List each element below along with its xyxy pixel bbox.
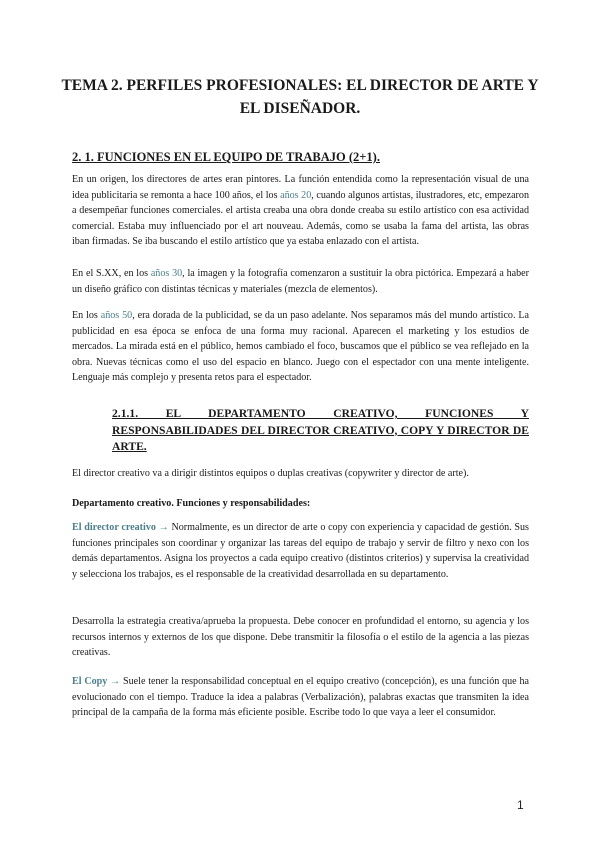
highlight-years-30: años 30 <box>150 268 183 279</box>
title-line-1: TEMA 2. PERFILES PROFESIONALES: EL DIRECTOR DE ARTE Y <box>61 77 539 94</box>
highlight-years-20: años 20 <box>280 189 312 201</box>
paragraph-director-intro: El director creativo va a dirigir distintos equipos o duplas creativas (copywriter y director de arte). <box>72 468 469 479</box>
department-heading: Departamento creativo. Funciones y responsabilidades: <box>72 498 311 509</box>
paragraph-text: Suele tener la responsabilidad conceptual en el equipo creativo (concepción), es una función que ha evolucionado con el tiempo. Traduce la idea a palabras (Verbalización), palabras exactas que transmiten la idea principal de la campaña de la forma más eficiente posible. Escribe todo lo que vaya a leer el consumidor. <box>72 676 529 719</box>
paragraph-50s <box>72 308 529 386</box>
highlight-years-50: años 50 <box>100 310 133 321</box>
paragraph-copy <box>72 674 529 721</box>
page-number: 1 <box>517 798 524 812</box>
paragraph-text: En los <box>72 310 101 321</box>
section-heading: 2. 1. FUNCIONES EN EL EQUIPO DE TRABAJO (2+1). <box>72 150 380 164</box>
term-creative-director: El director creativo → <box>72 522 169 533</box>
paragraph-strategy: Desarrolla la estrategia creativa/aprueba la propuesta. Debe conocer en profundidad el entorno, su agencia y los recursos internos y externos de los que dispone. Debe transmitir la filosofía o el estilo de la agencia a las piezas creativas. <box>72 616 529 659</box>
paragraph-30s <box>72 266 529 297</box>
title-line-2: EL DISEÑADOR. <box>239 100 361 117</box>
paragraph-text: En un origen, los directores de artes eran pintores. La función entendida como la representación visual de una idea publicitaria se remonta a hace 100 años, el los <box>72 174 529 201</box>
paragraph-text: , la imagen y la fotografía comenzaron a sustituir la obra pictórica. Empezará a haber un diseño gráfico con distintas técnicas y materiales (mezcla de elementos). <box>72 268 529 295</box>
paragraph-text: En el S.XX, en los <box>72 268 151 279</box>
paragraph-origins <box>72 172 529 250</box>
paragraph-text: , cuando algunos artistas, ilustradores, etc, empezaron a desempeñar funciones comerciales. el artista creaba una obra donde creaba su estilo artístico con esa actividad comercial. Estaba muy influenciado por el art nouveau. Además, como se usaba la fama del artista, las obras iban firmadas. Se iba buscando el estilo artístico que ya estaba enlazado con el artista. <box>72 189 530 248</box>
paragraph-text: , era dorada de la publicidad, se da un paso adelante. Nos separamos más del mundo artístico. La publicidad en esa época se enfoca de una forma muy racional. Aparecen el marketing y los estudios de mercados. La mirada está en el público, hemos cambiado el foco, buscamos que el público se vea reflejado en la obra. Nuevas técnicas como el uso del espacio en blanco. Juego con el espectador con una mente inteligente. Lenguaje más complejo y presenta retos para el espectador. <box>72 310 529 384</box>
page-title <box>60 74 540 120</box>
paragraph-text: Normalmente, es un director de arte o copy con experiencia y capacidad de gestión. Sus funciones principales son coordinar y organizar las tareas del equipo de trabajo y servir de filtro y nexo con los demás departamentos. Asigna los proyectos a cada equipo creativo (distintos criterios) y supervisa la creatividad y selecciona los trabajos, es el responsable de la creatividad desarrollada en su departamento. <box>72 522 529 580</box>
paragraph-creative-director <box>72 520 529 582</box>
subsection-heading: 2.1.1. EL DEPARTAMENTO CREATIVO, FUNCIONES Y RESPONSABILIDADES DEL DIRECTOR CREATIVO, COPY Y DIRECTOR DE ARTE. <box>112 407 529 453</box>
term-copy: El Copy → <box>72 676 121 687</box>
